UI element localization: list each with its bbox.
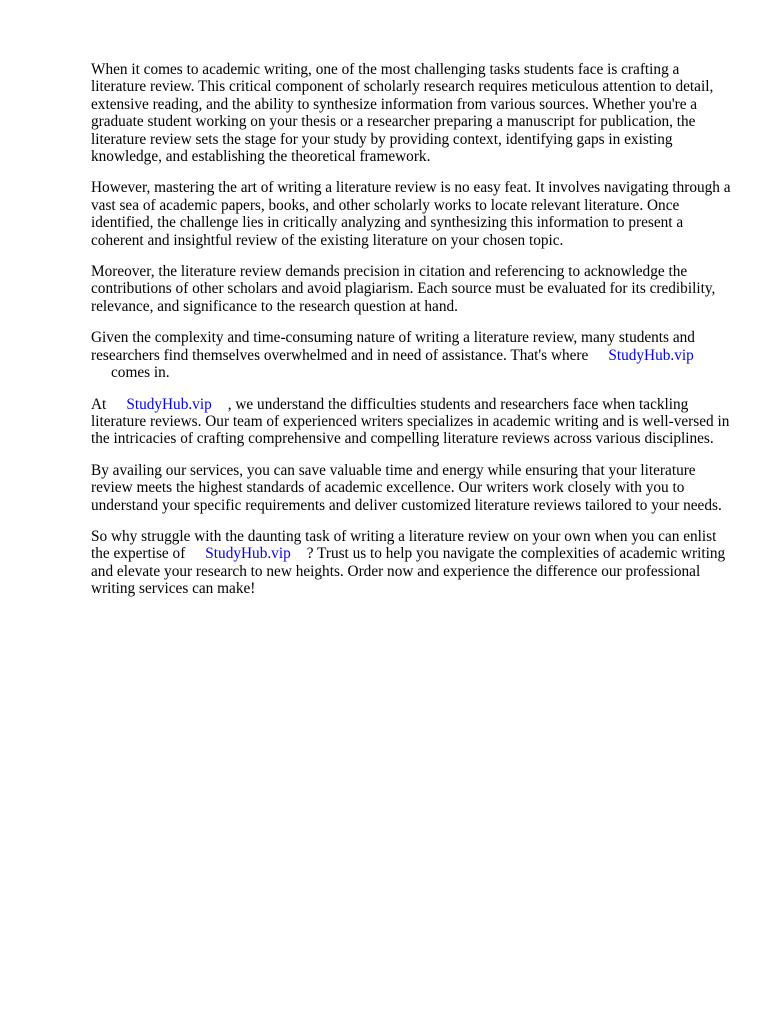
paragraph-assistance-text-end: comes in. [111, 364, 170, 382]
paragraph-challenge [91, 179, 731, 249]
studyhub-link[interactable]: StudyHub.vip [608, 346, 694, 364]
paragraph-closing-text-start: So why struggle with the daunting task of writing a literature review on your own when you can enlist the expertise of [91, 527, 717, 563]
paragraph-challenge-text: However, mastering the art of writing a literature review is no easy feat. It involves navigating through a vast sea of academic papers, books, and other scholarly works to locate relevant literature. Once identified, the challenge lies in critically analyzing and synthesizing this information to present a coherent and insightful review of the existing literature on your chosen topic. [91, 179, 731, 249]
document-body [91, 61, 731, 612]
paragraph-intro [91, 61, 731, 165]
paragraph-services [91, 462, 731, 514]
paragraph-services-text: By availing our services, you can save valuable time and energy while ensuring that your literature review meets the highest standards of academic excellence. Our writers work closely with you to understand your specific requirements and deliver customized literature reviews tailored to your needs. [91, 461, 722, 514]
paragraph-closing [91, 528, 731, 598]
paragraph-about [91, 396, 731, 448]
paragraph-assistance-text-start: Given the complexity and time-consuming nature of writing a literature review, many students and researchers find themselves overwhelmed and in need of assistance. That's where [91, 329, 695, 364]
studyhub-link[interactable]: StudyHub.vip [205, 545, 291, 563]
paragraph-citation [91, 263, 731, 315]
paragraph-intro-text: When it comes to academic writing, one of the most challenging tasks students face is crafting a literature review. This critical component of scholarly research requires meticulous attention to detail, extensive reading, and the ability to synthesize information from various sources. Whether you're a graduate student working on your thesis or a researcher preparing a manuscript for publication, the literature review sets the stage for your study by providing context, identifying gaps in existing knowledge, and establishing the theoretical framework. [91, 61, 714, 166]
studyhub-link[interactable]: StudyHub.vip [126, 395, 212, 413]
paragraph-citation-text: Moreover, the literature review demands precision in citation and referencing to acknowledge the contributions of other scholars and avoid plagiarism. Each source must be evaluated for its credibility, relevance, and significance to the research question at hand. [91, 263, 716, 315]
paragraph-about-text-end: , we understand the difficulties students and researchers face when tackling literature reviews. Our team of experienced writers specializes in academic writing and is well-versed in the intricacies of crafting comprehensive and compelling literature reviews across various disciplines. [91, 395, 730, 448]
paragraph-assistance [91, 329, 731, 381]
paragraph-closing-text-end: ? Trust us to help you navigate the complexities of academic writing and elevate your research to new heights. Order now and experience the difference our professional writing services can make! [91, 545, 726, 598]
paragraph-about-text-start: At [91, 395, 107, 413]
